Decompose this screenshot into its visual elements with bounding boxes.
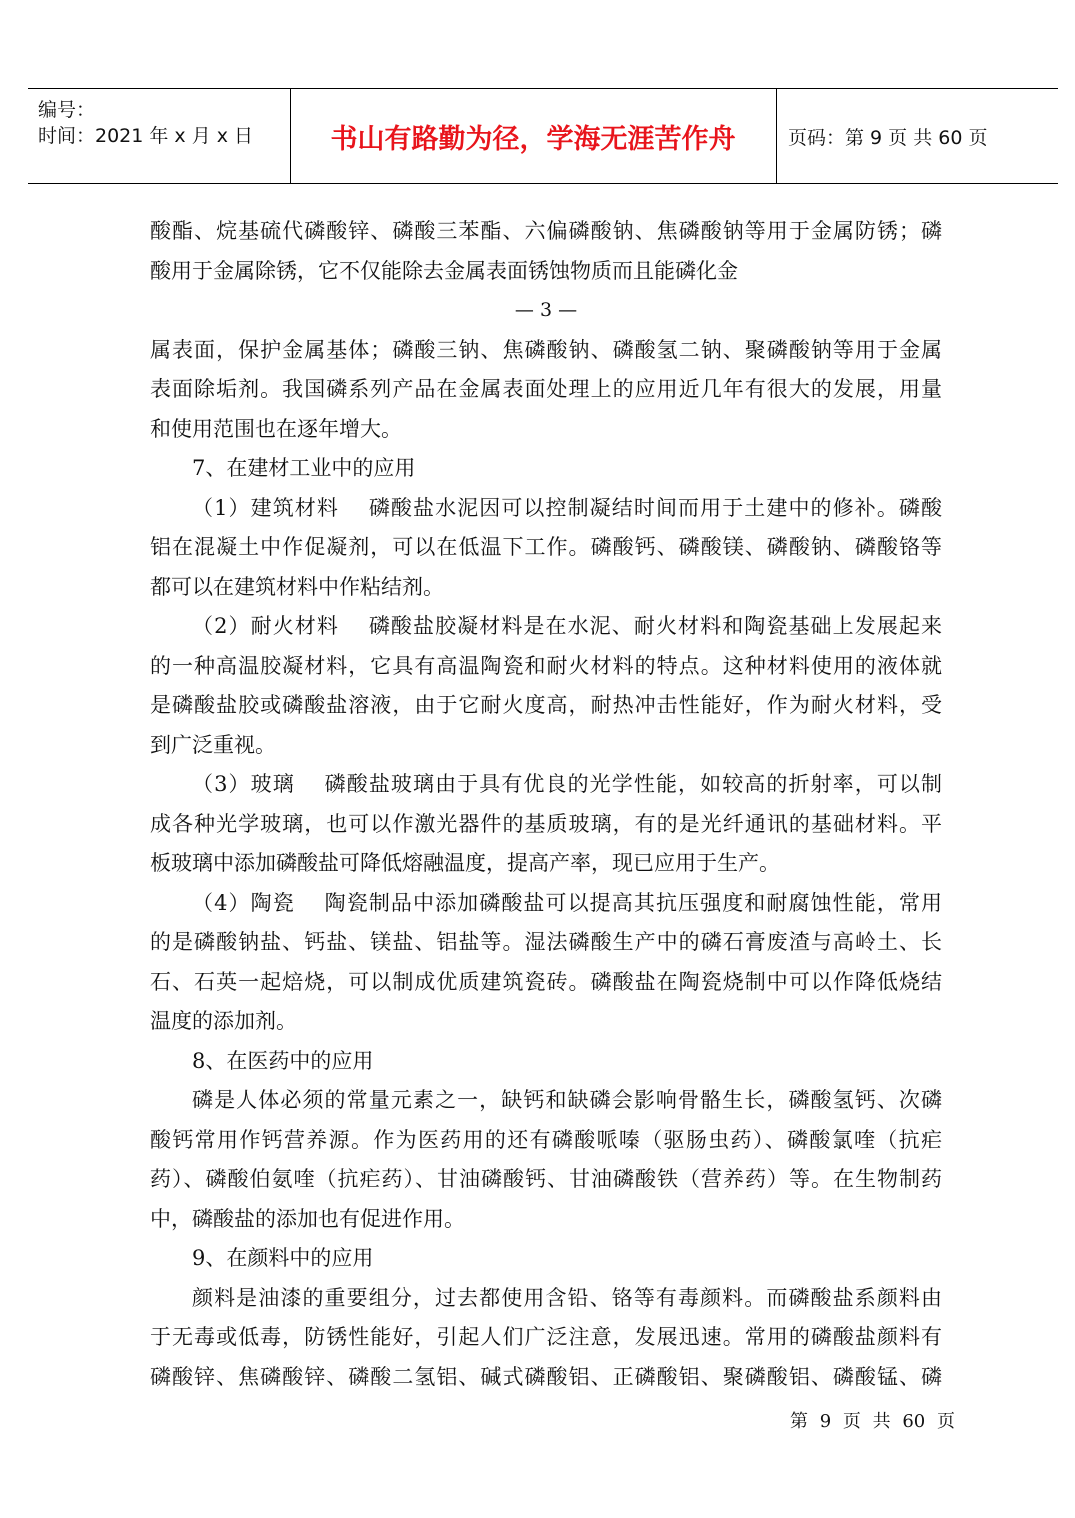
page-footer: 第 9 页 共 60 页 xyxy=(790,1411,955,1432)
text-line: 是磷酸盐胶或磷酸盐溶液，由于它耐火度高，耐热冲击性能好，作为耐火材料，受 xyxy=(150,693,942,717)
text-line: 磷是人体必须的常量元素之一，缺钙和缺磷会影响骨骼生长，磷酸氢钙、次磷 xyxy=(192,1088,942,1112)
section-heading: 8、在医药中的应用 xyxy=(192,1048,374,1073)
header-motto: 书山有路勤为径，学海无涯苦作舟 xyxy=(290,89,777,183)
text-line: 属表面，保护金属基体；磷酸三钠、焦磷酸钠、磷酸氢二钠、聚磷酸钠等用于金属 xyxy=(150,337,942,362)
page-header xyxy=(28,88,1058,184)
text-line: 酸钙常用作钙营养源。作为医药用的还有磷酸哌嗪（驱肠虫药）、磷酸氯喹（抗疟 xyxy=(150,1127,942,1152)
text-line: （2）耐火材料 磷酸盐胶凝材料是在水泥、耐火材料和陶瓷基础上发展起来 xyxy=(192,614,942,638)
text-line: 到广泛重视。 xyxy=(150,732,276,757)
document-body xyxy=(150,212,942,1397)
time-label: 时间：2021 年 x 月 x 日 xyxy=(38,125,254,147)
header-page-info: 页码：第 9 页 共 60 页 xyxy=(788,127,988,149)
text-line: 和使用范围也在逐年增大。 xyxy=(150,416,402,441)
text-line: 板玻璃中添加磷酸盐可降低熔融温度，提高产率，现已应用于生产。 xyxy=(150,851,780,875)
text-line: 颜料是油漆的重要组分，过去都使用含铅、铬等有毒颜料。而磷酸盐系颜料由 xyxy=(192,1285,942,1310)
text-line: 磷酸锌、焦磷酸锌、磷酸二氢铝、碱式磷酸铝、正磷酸铝、聚磷酸铝、磷酸锰、磷 xyxy=(150,1364,942,1389)
text-line: 温度的添加剂。 xyxy=(150,1009,297,1033)
text-line: （3）玻璃 磷酸盐玻璃由于具有优良的光学性能，如较高的折射率，可以制 xyxy=(192,772,942,796)
text-line: 的是磷酸钠盐、钙盐、镁盐、铝盐等。湿法磷酸生产中的磷石膏废渣与高岭土、长 xyxy=(150,930,942,954)
header-left-cell xyxy=(28,89,291,183)
text-line: 铝在混凝土中作促凝剂，可以在低温下工作。磷酸钙、磷酸镁、磷酸钠、磷酸铬等 xyxy=(150,535,942,559)
number-label: 编号： xyxy=(38,99,96,121)
text-line: 中，磷酸盐的添加也有促进作用。 xyxy=(150,1206,465,1231)
text-line: 于无毒或低毒，防锈性能好，引起人们广泛注意，发展迅速。常用的磷酸盐颜料有 xyxy=(150,1325,942,1349)
text-line: 成各种光学玻璃，也可以作激光器件的基质玻璃，有的是光纤通讯的基础材料。平 xyxy=(150,811,942,836)
text-line: 石、石英一起焙烧，可以制成优质建筑瓷砖。磷酸盐在陶瓷烧制中可以作降低烧结 xyxy=(150,969,942,994)
section-heading: 9、在颜料中的应用 xyxy=(192,1246,374,1270)
text-line: 表面除垢剂。我国磷系列产品在金属表面处理上的应用近几年有很大的发展，用量 xyxy=(150,377,942,401)
section-heading: 7、在建材工业中的应用 xyxy=(192,456,416,480)
text-line: 的一种高温胶凝材料，它具有高温陶瓷和耐火材料的特点。这种材料使用的液体就 xyxy=(150,653,942,678)
text-line: （4）陶瓷 陶瓷制品中添加磷酸盐可以提高其抗压强度和耐腐蚀性能，常用 xyxy=(192,890,942,915)
text-line: 药）、磷酸伯氨喹（抗疟药）、甘油磷酸钙、甘油磷酸铁（营养药）等。在生物制药 xyxy=(150,1167,942,1191)
text-line: 酸用于金属除锈，它不仅能除去金属表面锈蚀物质而且能磷化金 xyxy=(150,258,738,283)
text-line: （1）建筑材料 磷酸盐水泥因可以控制凝结时间而用于土建中的修补。磷酸 xyxy=(192,495,942,520)
text-line: 酸酯、烷基硫代磷酸锌、磷酸三苯酯、六偏磷酸钠、焦磷酸钠等用于金属防锈；磷 xyxy=(150,219,942,243)
inline-page-number: — 3 — xyxy=(514,299,578,321)
text-line: 都可以在建筑材料中作粘结剂。 xyxy=(150,574,444,599)
